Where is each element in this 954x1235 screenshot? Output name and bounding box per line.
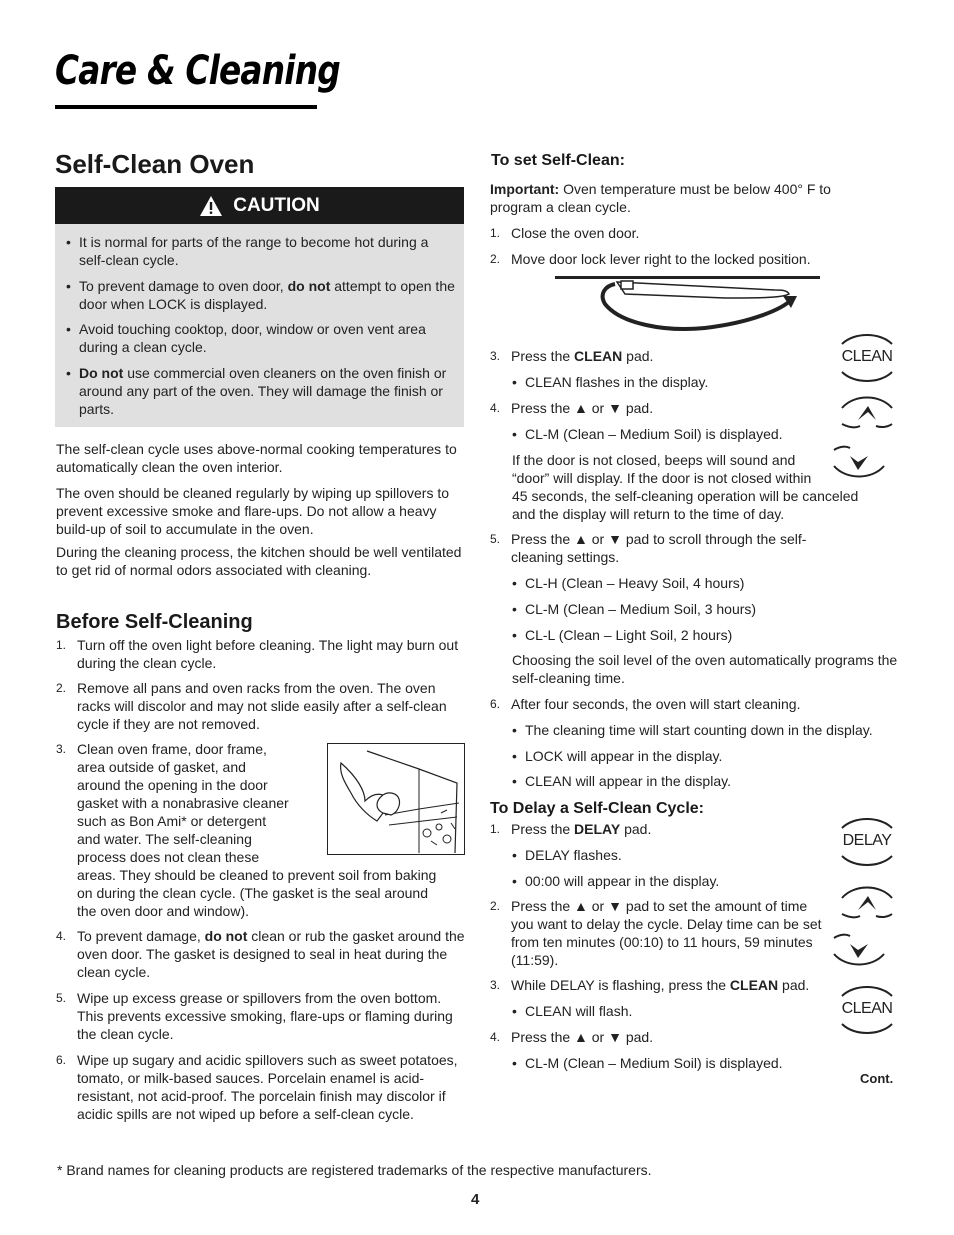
bullet-item: • CL-H (Clean – Heavy Soil, 4 hours) bbox=[512, 575, 745, 591]
caution-banner bbox=[55, 187, 464, 224]
subheading-set-self-clean: To set Self-Clean: bbox=[491, 152, 625, 169]
delay-pad-icon: DELAY bbox=[834, 814, 900, 870]
step-item: 6. After four seconds, the oven will start cleaning. bbox=[490, 696, 801, 712]
bullet-item: • The cleaning time will start counting down in the display. bbox=[512, 722, 873, 738]
bullet-item: • CL-M (Clean – Medium Soil, 3 hours) bbox=[512, 601, 757, 617]
step-item: 2. Remove all pans and oven racks from the oven. The oven racks will discolor and may not slide easily after a self-clean cycle if they are not removed. bbox=[56, 680, 447, 732]
step-item: 4. Press the ▲ or ▼ pad. bbox=[490, 400, 654, 416]
step-note: If the door is not closed, beeps will sound and “door” will display. If the door is not closed within 45 seconds, the self-cleaning operation will be canceled and the display will return to the time of day. bbox=[512, 452, 859, 522]
subheading-before: Before Self-Cleaning bbox=[56, 611, 253, 633]
step-item: 4. To prevent damage, do not clean or rub the gasket around the oven door. The gasket is designed to seal in heat during the clean cycle. bbox=[56, 928, 465, 980]
step-item: 1. Turn off the oven light before cleaning. The light may burn out during the clean cycle. bbox=[56, 637, 459, 671]
step-item: 3. Press the CLEAN pad. bbox=[490, 348, 654, 364]
step-item: 3. Clean oven frame, door frame, area outside of gasket, and around the opening in the door gasket with a nonabrasive cleaner such as Bon Ami* or detergent and water. The self-cleaning process does not clean these areas. They should be cleaned to prevent soil from baking on during the clean cycle. (The gasket is the seal around the oven door and window). bbox=[56, 741, 437, 919]
down-arrow-pad-icon bbox=[828, 932, 890, 974]
warning-icon bbox=[199, 195, 223, 217]
up-arrow-pad-icon bbox=[836, 390, 898, 430]
step-item: 5. Press the ▲ or ▼ pad to scroll through the self-cleaning settings. bbox=[490, 531, 807, 565]
down-arrow-pad-icon bbox=[828, 444, 890, 484]
caution-item: • To prevent damage to oven door, do not attempt to open the door when LOCK is displayed. bbox=[66, 278, 455, 312]
step-item: 1. Close the oven door. bbox=[490, 225, 640, 241]
bullet-item: • CL-M (Clean – Medium Soil) is displayed. bbox=[512, 1055, 783, 1071]
paragraph: The oven should be cleaned regularly by wiping up spillovers to prevent excessive smoke and flare-ups. Do not allow a heavy build-up of soil to accumulate in the oven. bbox=[56, 485, 450, 537]
paragraph: The self-clean cycle uses above-normal cooking temperatures to automatically clean the oven interior. bbox=[56, 441, 457, 475]
important-note: Important: Oven temperature must be below 400° F to program a clean cycle. bbox=[490, 181, 831, 215]
oven-frame-illustration bbox=[327, 743, 465, 855]
caution-item: • It is normal for parts of the range to become hot during a self-clean cycle. bbox=[66, 234, 429, 268]
bullet-item: • CL-L (Clean – Light Soil, 2 hours) bbox=[512, 627, 733, 643]
bullet-item: • DELAY flashes. bbox=[512, 847, 622, 863]
bullet-item: • LOCK will appear in the display. bbox=[512, 748, 723, 764]
continued-label: Cont. bbox=[860, 1071, 894, 1086]
title-underline bbox=[55, 105, 317, 109]
page-number: 4 bbox=[471, 1191, 480, 1208]
step-item: 2. Move door lock lever right to the locked position. bbox=[490, 251, 811, 267]
subheading-delay: To Delay a Self-Clean Cycle: bbox=[490, 800, 704, 817]
caution-item: • Do not use commercial oven cleaners on the oven finish or around any part of the oven. They will damage the finish or parts. bbox=[66, 365, 447, 417]
door-lock-lever-illustration bbox=[555, 272, 820, 340]
section-heading: Self-Clean Oven bbox=[55, 149, 255, 179]
step-item: 2. Press the ▲ or ▼ pad to set the amount of time you want to delay the cycle. Delay time can be set from ten minutes (00:10) to 11 hours, 59 minutes (11:59). bbox=[490, 898, 822, 968]
step-item: 5. Wipe up excess grease or spillovers from the oven bottom. This prevents excessive smoking, flare-ups or flaming during the clean cycle. bbox=[56, 990, 453, 1042]
step-item: 1. Press the DELAY pad. bbox=[490, 821, 652, 837]
step-item: 4. Press the ▲ or ▼ pad. bbox=[490, 1029, 654, 1045]
caution-item: • Avoid touching cooktop, door, window or oven vent area during a clean cycle. bbox=[66, 321, 426, 355]
step-item: 3. While DELAY is flashing, press the CLEAN pad. bbox=[490, 977, 810, 993]
step-item: 6. Wipe up sugary and acidic spillovers such as sweet potatoes, tomato, or milk-based sauces. Porcelain enamel is acid-resistant, not acid-proof. The porcelain finish may discolor if acidic spills are not wiped up before a self-clean cycle. bbox=[56, 1052, 458, 1122]
clean-pad-icon: CLEAN bbox=[834, 330, 900, 386]
clean-pad-icon: CLEAN bbox=[834, 982, 900, 1038]
footnote: * Brand names for cleaning products are registered trademarks of the respective manufacturers. bbox=[57, 1162, 652, 1178]
page-title: Care & Cleaning bbox=[55, 48, 340, 94]
caution-label: CAUTION bbox=[233, 194, 320, 216]
bullet-item: • 00:00 will appear in the display. bbox=[512, 873, 720, 889]
step-note: Choosing the soil level of the oven automatically programs the self-cleaning time. bbox=[512, 652, 898, 686]
paragraph: During the cleaning process, the kitchen should be well ventilated to get rid of normal odors associated with cleaning. bbox=[56, 544, 462, 578]
bullet-item: • CLEAN will appear in the display. bbox=[512, 773, 731, 789]
bullet-item: • CLEAN flashes in the display. bbox=[512, 374, 709, 390]
up-arrow-pad-icon bbox=[836, 880, 898, 920]
bullet-item: • CL-M (Clean – Medium Soil) is displayed. bbox=[512, 426, 783, 442]
bullet-item: • CLEAN will flash. bbox=[512, 1003, 633, 1019]
